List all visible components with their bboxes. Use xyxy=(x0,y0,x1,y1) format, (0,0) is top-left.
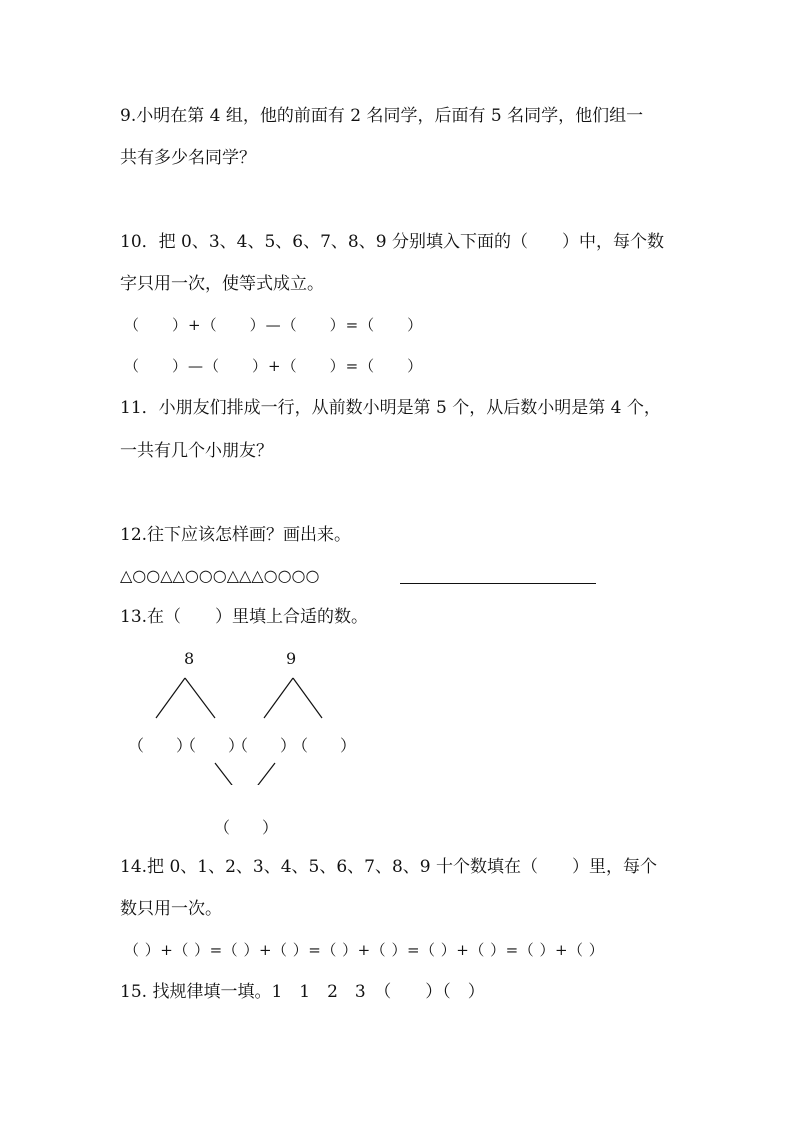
tree-branch-9-left xyxy=(264,678,293,718)
q11-text-line2: 一共有几个小朋友？ xyxy=(120,441,273,461)
q12-text-line1: 12.往下应该怎样画？画出来。 xyxy=(120,525,352,545)
q10-equation-2: （ ）—（ ）+（ ）=（ ） xyxy=(124,357,424,375)
tree-branch-9-right xyxy=(293,678,322,718)
q12-shape-pattern: △○○△△○○○△△△○○○○ xyxy=(120,566,320,585)
q13-text-line1: 13.在（ ）里填上合适的数。 xyxy=(120,607,369,627)
tree-top-left-number: 8 xyxy=(184,649,195,668)
q14-text-line1: 14.把 0、1、2、3、4、5、6、7、8、9 十个数填在（ ）里，每个 xyxy=(120,857,658,877)
q14-equation: （ ）+（ ）=（ ）+（ ）=（ ）+（ ）=（ ）+（ ）=（ ）+（ ） xyxy=(124,941,605,959)
q9-text-line2: 共有多少名同学？ xyxy=(120,148,256,168)
tree-branch-bottom-left xyxy=(215,763,245,785)
q13-tree-lines xyxy=(120,645,380,785)
q10-equation-1: （ ）+（ ）—（ ）=（ ） xyxy=(124,316,424,334)
tree-top-right-number: 9 xyxy=(286,649,297,668)
q14-text-line2: 数只用一次。 xyxy=(120,899,222,919)
tree-mid-blank-3: （ ） xyxy=(232,736,297,755)
tree-mid-blank-4: （ ） xyxy=(292,736,357,755)
tree-bottom-blank: （ ） xyxy=(214,818,279,837)
tree-branch-bottom-right xyxy=(245,763,275,785)
q10-text-line2: 字只用一次，使等式成立。 xyxy=(120,274,324,294)
tree-branch-8-left xyxy=(156,678,185,718)
tree-branch-8-right xyxy=(185,678,215,718)
q10-text-line1: 10．把 0、3、4、5、6、7、8、9 分别填入下面的（ ）中，每个数 xyxy=(120,232,664,252)
tree-mid-blank-2: （ ） xyxy=(180,736,245,755)
q11-text-line1: 11．小朋友们排成一行，从前数小明是第 5 个，从后数小明是第 4 个， xyxy=(120,398,661,418)
q12-answer-line xyxy=(400,583,596,584)
q15-text-line1: 15. 找规律填一填。1 1 2 3 （ ）（ ） xyxy=(120,982,485,1002)
tree-mid-blank-1: （ ） xyxy=(128,736,193,755)
q9-text-line1: 9.小明在第 4 组，他的前面有 2 名同学，后面有 5 名同学，他们组一 xyxy=(120,106,644,126)
